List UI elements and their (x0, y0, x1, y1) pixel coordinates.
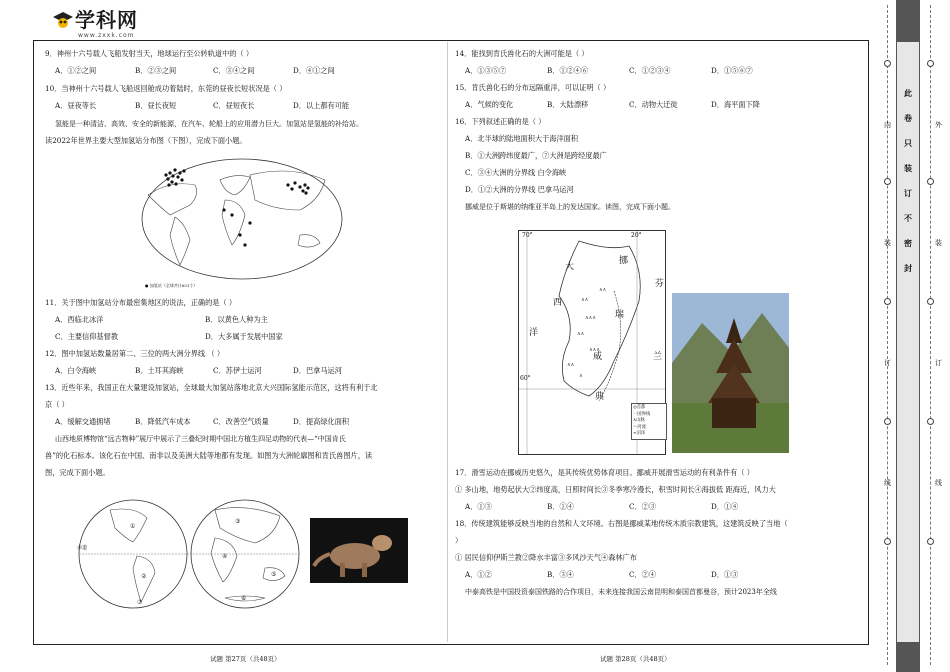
logo-text: 学科网 (75, 8, 138, 32)
norway-map (518, 230, 666, 455)
fossil-animal-photo (310, 518, 408, 583)
q17-option-d[interactable]: D．①④ (711, 502, 739, 511)
q11-option-b[interactable]: B．以黄色人种为主 (205, 315, 268, 324)
inner-label-3: 订 (884, 359, 891, 367)
q13-option-a[interactable]: A．缓解交通拥堵 (55, 417, 111, 426)
logo-url: www.zxxk.com (78, 32, 135, 39)
q15-option-c[interactable]: C．动物大迁徙 (629, 100, 678, 109)
svg-text:④: ④ (222, 553, 228, 560)
q16-option-d[interactable]: D．①②大洲的分界线 巴拿马运河 (465, 185, 574, 194)
inner-label-1: 内 (884, 121, 891, 129)
question-18-paren: ） (455, 536, 463, 545)
question-10: 10．当神州十六号载人飞船返回舱成功着陆时，东莞的昼夜长短状况是（ ） (45, 84, 287, 93)
binding-hole (927, 538, 934, 545)
q18-option-a[interactable]: A．①② (465, 570, 492, 579)
svg-text:②: ② (141, 573, 147, 580)
q10-option-b[interactable]: B．昼长夜短 (135, 101, 177, 110)
q13-options (55, 417, 440, 427)
q17-option-b[interactable]: B．①④ (547, 502, 574, 511)
right-page-footer: 试题 第28页（共48页） (600, 655, 671, 663)
binding-hole (927, 298, 934, 305)
q11-option-c[interactable]: C．主要信仰基督教 (55, 332, 119, 341)
q10-option-a[interactable]: A．昼夜等长 (55, 101, 97, 110)
outer-label-4: 线 (935, 479, 942, 487)
binding-hole (884, 538, 891, 545)
country-label-3: 瑞 (615, 310, 625, 320)
binding-strip-bottom (896, 642, 920, 672)
lon-70-label: 70° (522, 232, 533, 239)
q9-options (55, 66, 440, 76)
q15-option-b[interactable]: B．大陆漂移 (547, 100, 589, 109)
hydrogen-intro-line2: 读2022年世界主要大型加氢站分布图（下图），完成下面小题。 (45, 136, 247, 145)
binding-hole (927, 60, 934, 67)
inner-binding-line (887, 5, 888, 665)
q9-option-d[interactable]: D．④①之间 (293, 66, 335, 75)
country-label-2: 威 (593, 352, 603, 362)
binding-strip-top (896, 0, 920, 42)
country-label-5: 芬 (655, 279, 665, 289)
question-18-statements: ① 居民信仰伊斯兰教②降水丰富③多风沙天气④森林广布 (455, 553, 637, 562)
banner-char-7: 密 (904, 238, 912, 248)
svg-text:∧∧: ∧∧ (581, 297, 589, 303)
legend-river: ～河流 (633, 424, 646, 430)
svg-text:∧∧: ∧∧ (599, 287, 607, 293)
q15-options (465, 100, 855, 110)
question-16: 16．下列叙述正确的是（ ） (455, 117, 546, 126)
binding-strip (896, 42, 920, 642)
lon-20-label: 20° (631, 232, 642, 239)
question-13-line1: 13．近些年来，我国正在大量建设加氢站，全球最大加氢站落地北京大兴国际氢能示范区，这将有利于北 (45, 383, 378, 392)
outer-label-3: 订 (935, 359, 942, 367)
svg-text:∧∧∧: ∧∧∧ (585, 315, 596, 321)
legend-border: 一国界线 (633, 411, 651, 417)
outer-binding-line (930, 5, 931, 665)
q10-options (55, 101, 440, 111)
binding-hole (884, 60, 891, 67)
outer-label-1: 外 (935, 121, 942, 129)
question-13-line2: 京（ ） (45, 400, 69, 409)
svg-text:⑦: ⑦ (137, 599, 143, 606)
q14-option-d[interactable]: D．①⑤⑥⑦ (711, 66, 753, 75)
q11-option-d[interactable]: D．大多属于发展中国家 (205, 332, 283, 341)
ocean-label-2: 西 (553, 298, 563, 308)
right-column (455, 49, 855, 212)
question-12: 12．图中加氢站数量居第二、三位的两大洲分界线 （ ） (45, 349, 225, 358)
q10-option-c[interactable]: C．昼短夜长 (213, 101, 255, 110)
country-label-4: 典 (595, 392, 605, 402)
banner-char-3: 只 (904, 138, 912, 148)
svg-text:∧∧: ∧∧ (577, 331, 585, 337)
q16-option-a[interactable]: A．北半球的陆地面积大于海洋面积 (465, 134, 579, 143)
q12-options (55, 366, 440, 376)
q11-options-row2 (55, 332, 440, 342)
banner-char-4: 装 (904, 163, 912, 173)
norway-intro: 挪威是位于斯堪的纳维亚半岛上的发达国家。读图，完成下面小题。 (465, 203, 675, 211)
svg-text:⑥: ⑥ (241, 595, 247, 602)
q14-option-a[interactable]: A．①③⑤⑦ (465, 66, 507, 75)
banner-char-1: 此 (904, 88, 912, 98)
banner-char-2: 卷 (904, 113, 912, 123)
q14-option-c[interactable]: C．①②③④ (629, 66, 671, 75)
question-11: 11．关于图中加氢站分布最密集地区的说法，正确的是（ ） (45, 298, 237, 307)
inner-label-4: 线 (884, 479, 891, 487)
ocean-label-3: 洋 (529, 328, 539, 338)
q15-option-d[interactable]: D．海平面下降 (711, 100, 760, 109)
graduation-cap-icon (52, 10, 72, 30)
fossil-intro-line1: 山西地质博物馆“远古物种”展厅中展示了三叠纪时期中国北方植生四足动物的代表—“中国肯氏 (55, 435, 346, 443)
banner-char-6: 不 (904, 213, 912, 223)
svg-text:①: ① (130, 523, 136, 530)
question-18: 18．传统建筑能够反映当地的自然和人文环境。右图是挪威某地传统木质宗教建筑，这建筑反映了当地（ (455, 519, 788, 528)
q18-option-c[interactable]: C．②④ (629, 570, 657, 579)
hydrogen-station-map (140, 155, 345, 290)
banner-char-5: 订 (904, 188, 912, 198)
legend-swamp: ≈沼泽 (633, 431, 646, 436)
q12-option-c[interactable]: C．苏伊士运河 (213, 366, 262, 375)
q9-option-b[interactable]: B．②③之间 (135, 66, 177, 75)
question-9: 9．神州十六号载人飞船发射当天，地球运行至公转轨道中的（ ） (45, 49, 254, 58)
q12-option-b[interactable]: B．土耳其海峡 (135, 366, 184, 375)
q18-option-b[interactable]: B．③④ (547, 570, 574, 579)
q18-option-d[interactable]: D．①③ (711, 570, 739, 579)
q9-option-c[interactable]: C．③④之间 (213, 66, 255, 75)
norway-map-legend (631, 403, 667, 440)
q13-option-c[interactable]: C．改善空气质量 (213, 417, 269, 426)
logo (52, 8, 138, 39)
q11-option-a[interactable]: A．西临北冰洋 (55, 315, 104, 324)
map-legend: ● 加氢站（全球共计651个） (145, 283, 198, 288)
svg-text:⑤: ⑤ (271, 571, 277, 578)
country-label-1: 挪 (619, 256, 629, 266)
q17-option-a[interactable]: A．①③ (465, 502, 492, 511)
svg-text:∧: ∧ (579, 373, 583, 379)
q10-option-d[interactable]: D．以上都有可能 (293, 101, 350, 110)
outer-label-2: 装 (935, 239, 942, 247)
legend-capital: ◎首都 (633, 405, 646, 410)
legend-mountain: ∧山脉 (633, 418, 645, 423)
binding-hole (884, 418, 891, 425)
svg-text:③: ③ (235, 518, 241, 525)
question-15: 15．肯氏兽化石的分布远隔重洋，可以证明（ ） (455, 83, 611, 92)
ocean-label-1: 大 (565, 262, 575, 272)
fossil-intro-line2: 兽”的化石标本。该化石在中国、南非以及美洲大陆等地都有发现。如图为大洲轮廓图和肯氏兽图片，读 (45, 451, 373, 460)
svg-text:∧∧: ∧∧ (567, 362, 575, 368)
question-17-statements: ① 多山地，地势起伏大②纬度高，日照时间长③冬季寒冷漫长，积雪时间长④海拔低 距海近，风力大 (455, 485, 776, 494)
country-label-6: 兰 (653, 352, 663, 362)
q14-options (465, 66, 855, 76)
right-column-lower (455, 468, 855, 597)
q16-option-b[interactable]: B．①大洲跨纬度最广，⑦大洲是跨经度最广 (465, 151, 607, 160)
rail-intro: 中泰高铁是中国投资泰国铁路的合作项目，未来连接我国云南昆明和泰国首都曼谷，预计2023年全线 (465, 588, 777, 596)
q14-option-b[interactable]: B．①②④⑥ (547, 66, 589, 75)
stave-church-photo (672, 293, 789, 453)
q17-option-c[interactable]: C．②③ (629, 502, 657, 511)
binding-hole (927, 418, 934, 425)
lat-60-label: 60° (520, 375, 531, 382)
q17-options (465, 502, 855, 512)
q12-option-d[interactable]: D．巴拿马运河 (293, 366, 342, 375)
binding-hole (884, 298, 891, 305)
equator-label: 赤道 (77, 545, 88, 551)
q11-options-row1 (55, 315, 440, 325)
fossil-intro-line3: 图，完成下面小题。 (45, 468, 110, 477)
question-14: 14．能找到肯氏兽化石的大洲可能是（ ） (455, 49, 589, 58)
q12-option-a[interactable]: A．白令海峡 (55, 366, 97, 375)
banner-char-8: 封 (904, 263, 912, 273)
q13-option-d[interactable]: D．提高绿化面积 (293, 417, 350, 426)
left-page-footer: 试题 第27页（共48页） (210, 655, 281, 663)
binding-hole (927, 178, 934, 185)
q15-option-a[interactable]: A．气候的变化 (465, 100, 514, 109)
q13-option-b[interactable]: B．降低汽车成本 (135, 417, 191, 426)
left-column-lower (45, 298, 440, 478)
q9-option-a[interactable]: A．①②之间 (55, 66, 97, 75)
left-column (45, 49, 440, 146)
q18-options (465, 570, 855, 580)
binding-hole (884, 178, 891, 185)
inner-label-2: 装 (884, 239, 891, 247)
q16-option-c[interactable]: C．③④大洲的分界线 白令海峡 (465, 168, 567, 177)
question-17: 17．滑雪运动在挪威历史悠久，是其传统优势体育项目。挪威开展滑雪运动的有利条件有（ ） (455, 468, 754, 477)
svg-text:∧∧∧: ∧∧∧ (589, 347, 600, 353)
continents-outline-map (75, 498, 305, 610)
hydrogen-intro-line1: 氢能是一种清洁、高效、安全的新能源，在汽车、轮船上的应用潜力巨大。加氢站是氢能的补给站。 (55, 120, 363, 128)
